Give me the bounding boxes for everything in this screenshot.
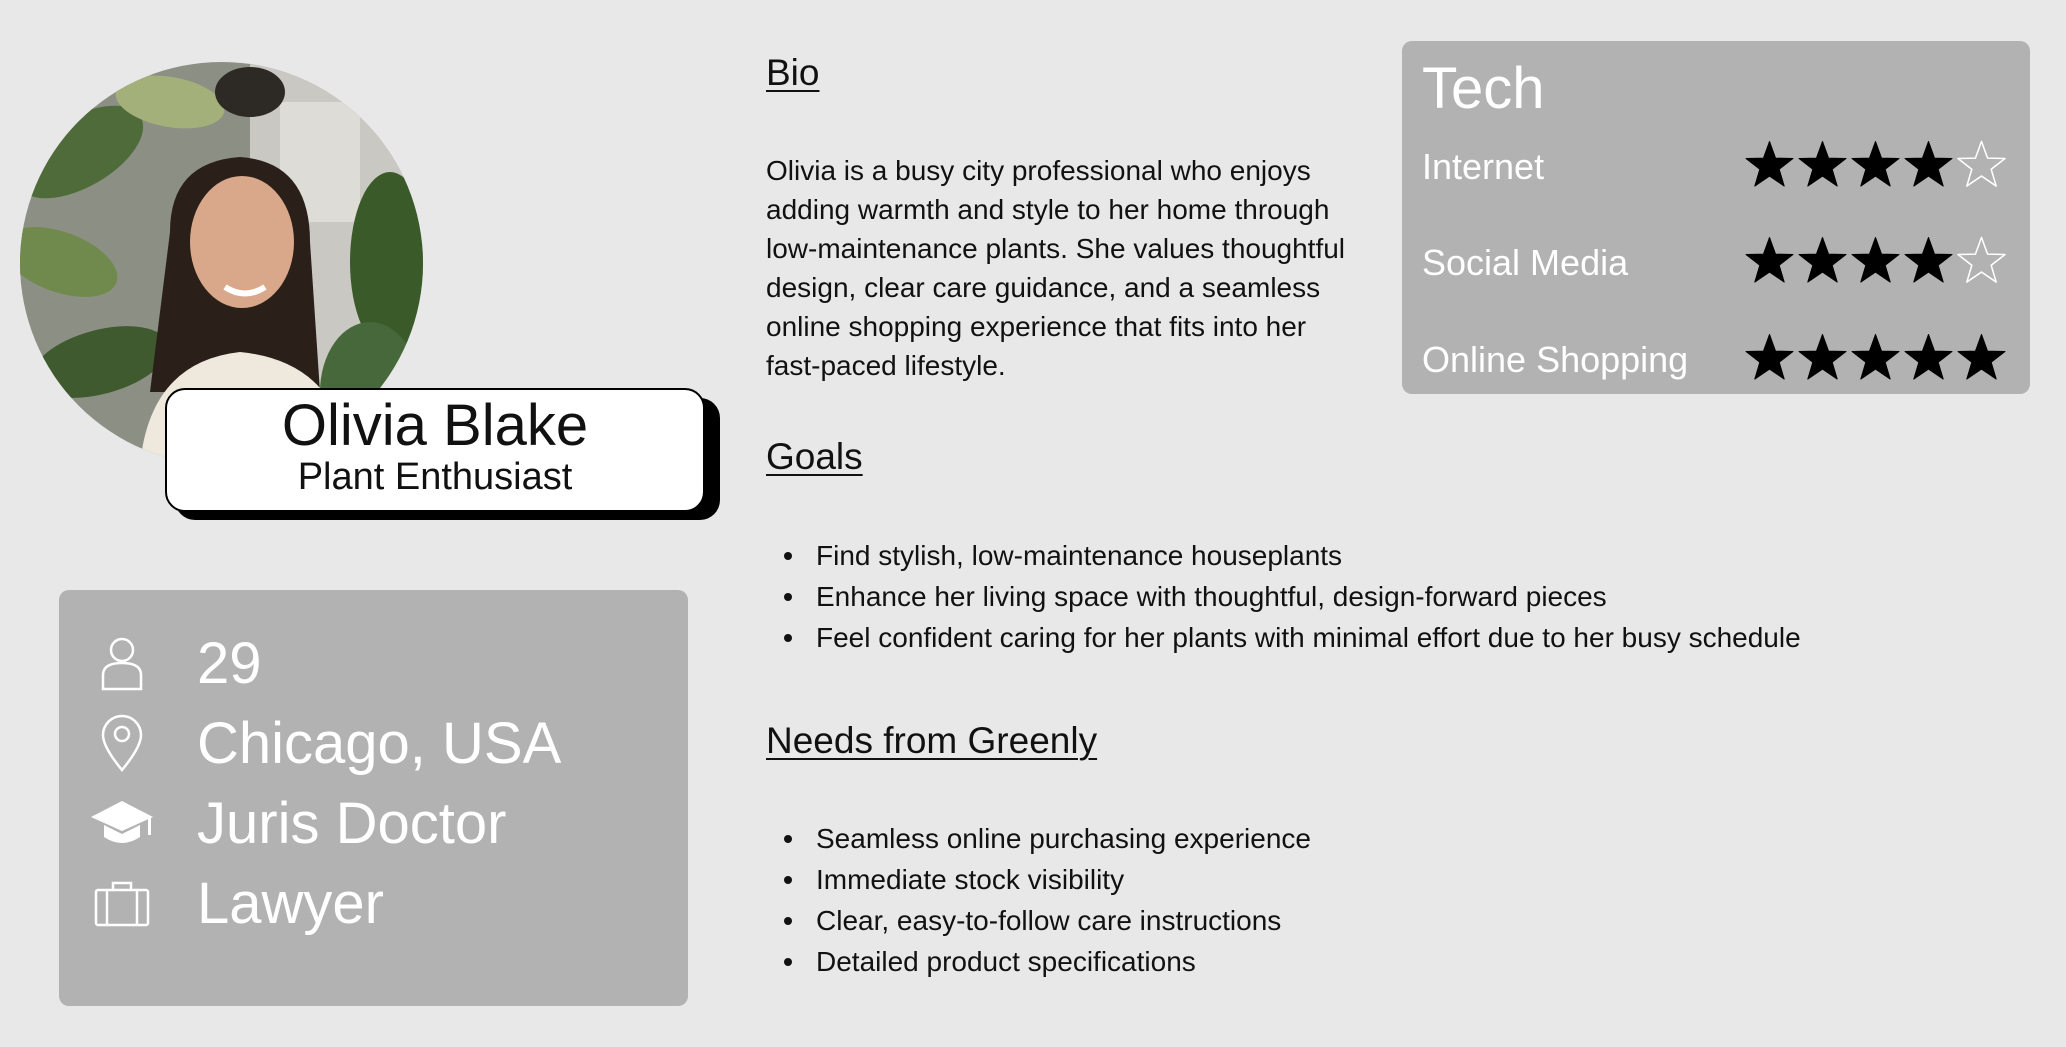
- star-filled-icon: [1957, 331, 2006, 383]
- list-item: Seamless online purchasing experience: [766, 818, 1311, 859]
- location-row: [87, 703, 561, 783]
- location-value: Chicago, USA: [197, 710, 562, 776]
- list-item: Detailed product specifications: [766, 941, 1311, 982]
- star-filled-icon: [1904, 138, 1953, 190]
- person-icon: [87, 628, 157, 698]
- occupation-row: [87, 863, 384, 943]
- tech-label: Internet: [1422, 146, 1545, 187]
- star-rating: [1745, 138, 2006, 190]
- education-value: Juris Doctor: [197, 790, 507, 856]
- tech-label: Online Shopping: [1422, 339, 1689, 380]
- occupation-value: Lawyer: [197, 870, 384, 936]
- star-filled-icon: [1798, 234, 1847, 286]
- star-filled-icon: [1851, 331, 1900, 383]
- tech-row-social-media: [1422, 234, 2006, 294]
- briefcase-icon: [87, 868, 157, 938]
- name-card: [165, 388, 705, 512]
- age-row: [87, 623, 262, 703]
- star-filled-icon: [1851, 138, 1900, 190]
- goals-list: [766, 535, 1801, 658]
- bio-text: Olivia is a busy city professional who enjoys adding warmth and style to her home through low-maintenance plants. She values thoughtful design, clear care guidance, and a seamless online shopping experience that fits into her fast-paced lifestyle.: [766, 155, 1346, 381]
- needs-heading: Needs from Greenly: [766, 720, 1098, 761]
- age-value: 29: [197, 630, 262, 696]
- needs-list: [766, 818, 1311, 982]
- list-item: Feel confident caring for her plants with minimal effort due to her busy schedule: [766, 617, 1801, 658]
- star-rating: [1745, 234, 2006, 286]
- education-row: [87, 783, 506, 863]
- list-item: Clear, easy-to-follow care instructions: [766, 900, 1311, 941]
- goals-heading: Goals: [766, 436, 863, 477]
- star-filled-icon: [1745, 331, 1794, 383]
- list-item: Enhance her living space with thoughtful, design-forward pieces: [766, 576, 1801, 617]
- persona-name: Olivia Blake: [281, 393, 589, 458]
- list-item: Find stylish, low-maintenance houseplants: [766, 535, 1801, 576]
- tech-title: Tech: [1422, 56, 1545, 121]
- star-filled-icon: [1798, 331, 1847, 383]
- star-empty-icon: [1957, 138, 2006, 190]
- tech-panel: [1402, 41, 2030, 394]
- list-item: Immediate stock visibility: [766, 859, 1311, 900]
- star-filled-icon: [1851, 234, 1900, 286]
- tech-row-online-shopping: [1422, 331, 2006, 391]
- graduation-cap-icon: [87, 788, 157, 858]
- star-rating: [1745, 331, 2006, 383]
- star-empty-icon: [1957, 234, 2006, 286]
- persona-role: Plant Enthusiast: [297, 456, 573, 498]
- star-filled-icon: [1745, 234, 1794, 286]
- tech-label: Social Media: [1422, 242, 1629, 283]
- tech-row-internet: [1422, 138, 2006, 198]
- star-filled-icon: [1745, 138, 1794, 190]
- star-filled-icon: [1798, 138, 1847, 190]
- location-pin-icon: [87, 708, 157, 778]
- demographics-panel: [59, 590, 688, 1006]
- bio-heading: Bio: [766, 52, 820, 93]
- star-filled-icon: [1904, 234, 1953, 286]
- star-filled-icon: [1904, 331, 1953, 383]
